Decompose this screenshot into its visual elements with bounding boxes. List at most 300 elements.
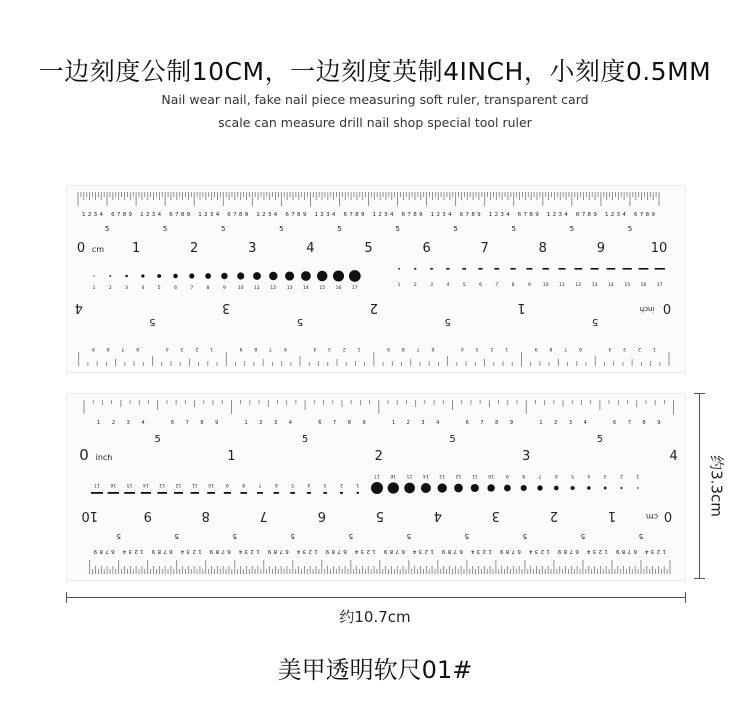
inch-number-1: 1 — [517, 300, 526, 315]
mm-digit: 8 — [621, 548, 626, 554]
dash-size-label: 17 — [94, 482, 100, 487]
half-cm-mark: 5 — [174, 532, 179, 540]
tenth-digit: 2 — [259, 420, 263, 426]
mm-digit: 1 — [430, 212, 435, 218]
dash-gauge — [357, 492, 359, 494]
mm-digit: 3 — [151, 212, 156, 218]
dot-size-label: 6 — [554, 473, 558, 478]
dash-size-label: 15 — [624, 283, 631, 288]
mm-digit: 1 — [314, 212, 318, 218]
mm-digit: 2 — [482, 548, 487, 554]
tenth-digit: 6 — [613, 420, 617, 426]
mm-digit: 8 — [297, 212, 301, 218]
dot-gauge — [504, 485, 511, 492]
dot-size-label: 5 — [157, 286, 161, 291]
mm-digit: 1 — [256, 212, 260, 218]
tenth-digit: 3 — [328, 346, 332, 351]
half-cm-mark: 5 — [627, 225, 633, 233]
dash-gauge — [274, 492, 279, 494]
mm-digit: 6 — [111, 212, 115, 218]
cm-number-9: 9 — [596, 241, 606, 256]
cm-number-6: 6 — [422, 241, 431, 256]
half-cm-mark: 5 — [406, 532, 412, 540]
mm-digit: 1 — [372, 212, 377, 218]
mm-digit: 3 — [326, 212, 330, 218]
cm-number-7: 7 — [480, 241, 489, 256]
dash-size-label: 3 — [323, 482, 327, 487]
half-inch-mark: 5 — [596, 434, 604, 445]
dot-size-label: 4 — [587, 473, 591, 478]
dot-size-label: 4 — [141, 286, 145, 291]
dot-gauge — [388, 482, 399, 493]
mm-digit: 4 — [506, 212, 510, 218]
mm-digit: 2 — [656, 548, 661, 554]
dot-gauge — [173, 274, 178, 279]
dot-size-label: 17 — [374, 473, 380, 478]
dash-gauge — [414, 268, 416, 270]
tenth-digit: 8 — [642, 420, 646, 426]
half-cm-mark: 5 — [348, 532, 354, 540]
mm-digit: 6 — [285, 548, 289, 554]
dash-size-label: 4 — [446, 283, 450, 288]
mm-digit: 4 — [389, 212, 394, 218]
inch-zero-label: 0 — [79, 446, 89, 464]
tenth-digit: 3 — [274, 420, 278, 426]
tenth-digit: 8 — [106, 346, 110, 351]
dot-size-label: 12 — [270, 286, 277, 291]
mm-digit: 9 — [419, 212, 423, 218]
mm-digit: 9 — [325, 548, 330, 554]
mm-digit: 4 — [645, 548, 649, 554]
mm-digit: 6 — [459, 548, 463, 554]
dash-size-label: 5 — [291, 482, 295, 487]
dot-size-label: 1 — [92, 286, 96, 291]
mm-digit: 3 — [534, 548, 539, 554]
dot-size-label: 8 — [522, 473, 526, 478]
half-cm-mark: 5 — [638, 532, 644, 540]
mm-digit: 4 — [412, 548, 417, 554]
mm-digit: 6 — [401, 548, 405, 554]
tenth-digit: 4 — [141, 420, 145, 426]
mm-digit: 7 — [163, 548, 167, 554]
mm-digit: 6 — [343, 212, 348, 218]
mm-digit: 2 — [87, 212, 92, 218]
tenth-digit: 1 — [97, 420, 101, 426]
dot-gauge — [587, 486, 590, 489]
dash-size-label: 11 — [559, 283, 565, 288]
mm-digit: 8 — [180, 212, 185, 218]
dot-gauge — [141, 274, 144, 277]
mm-digit: 4 — [354, 548, 359, 554]
mm-digit: 2 — [378, 212, 382, 218]
mm-digit: 1 — [314, 548, 318, 554]
inch-number-4: 4 — [669, 449, 678, 464]
mm-digit: 7 — [569, 548, 574, 554]
dash-size-label: 1 — [356, 482, 360, 487]
dash-gauge — [623, 268, 632, 270]
mm-digit: 6 — [459, 212, 464, 218]
cm-number-10: 10 — [650, 241, 668, 256]
mm-digit: 3 — [186, 548, 191, 554]
dash-size-label: 9 — [225, 482, 229, 487]
dot-size-label: 1 — [636, 473, 640, 478]
dash-gauge — [224, 492, 231, 494]
dot-gauge — [637, 487, 638, 488]
dash-size-label: 5 — [462, 283, 466, 288]
dash-gauge — [240, 492, 247, 494]
tenth-digit: 3 — [623, 346, 627, 351]
dash-gauge — [478, 268, 482, 270]
mm-digit: 7 — [105, 548, 109, 554]
mm-digit: 9 — [557, 548, 562, 554]
tenth-digit: 2 — [406, 420, 410, 426]
mm-digit: 6 — [343, 548, 347, 554]
tenth-digit: 3 — [180, 346, 184, 351]
dot-gauge — [438, 483, 447, 492]
cm-number-9: 9 — [143, 508, 152, 523]
mm-digit: 8 — [122, 212, 127, 218]
mm-digit: 8 — [529, 212, 533, 218]
mm-digit: 2 — [540, 548, 545, 554]
dot-gauge — [317, 271, 327, 281]
dot-gauge — [189, 273, 194, 278]
mm-digit: 1 — [430, 548, 434, 554]
mm-digit: 3 — [267, 212, 272, 218]
mm-digit: 4 — [122, 548, 127, 554]
dot-size-label: 16 — [335, 286, 342, 291]
dash-gauge — [191, 492, 199, 494]
mm-digit: 2 — [204, 212, 208, 218]
dash-gauge — [398, 268, 400, 270]
tenth-digit: 2 — [111, 420, 116, 426]
mm-digit: 1 — [546, 548, 550, 554]
tenth-digit: 9 — [534, 346, 538, 351]
mm-digit: 8 — [471, 212, 475, 218]
mm-digit: 3 — [476, 548, 481, 554]
mm-digit: 1 — [198, 212, 202, 218]
mm-digit: 2 — [366, 548, 370, 554]
cm-number-6: 6 — [317, 508, 326, 523]
mm-digit: 7 — [395, 548, 400, 554]
dot-size-label: 8 — [206, 286, 210, 291]
mm-digit: 1 — [140, 548, 144, 554]
tenth-digit: 8 — [495, 420, 499, 426]
dot-size-label: 3 — [125, 286, 129, 291]
dash-gauge — [559, 268, 566, 270]
mm-digit: 6 — [575, 212, 580, 218]
mm-digit: 3 — [360, 548, 365, 554]
dash-gauge — [575, 268, 583, 270]
mm-digit: 7 — [511, 548, 516, 554]
mm-digit: 4 — [331, 212, 336, 218]
height-label: 约3.3cm — [707, 455, 726, 517]
half-cm-mark: 5 — [221, 225, 226, 233]
subtitle-line-1: Nail wear nail, fake nail piece measuring soft ruler, transparent card — [161, 92, 589, 107]
mm-digit: 7 — [116, 212, 121, 218]
tenth-digit: 8 — [200, 420, 204, 426]
mm-digit: 7 — [175, 212, 179, 218]
mm-digit: 4 — [157, 212, 162, 218]
cm-number-7: 7 — [259, 508, 268, 523]
mm-digit: 2 — [320, 212, 324, 218]
mm-digit: 3 — [442, 212, 446, 218]
mm-digit: 4 — [448, 212, 452, 218]
dot-size-label: 10 — [488, 473, 494, 478]
mm-digit: 6 — [285, 212, 289, 218]
cm-zero-label: 0 — [76, 241, 86, 256]
tenth-digit: 4 — [608, 346, 612, 351]
page-title: 一边刻度公制10CM，一边刻度英制4INCH，小刻度0.5MM — [38, 57, 712, 86]
dot-gauge — [404, 483, 415, 494]
dash-gauge — [257, 492, 263, 494]
ruler-top-graphic — [67, 186, 685, 372]
dot-gauge — [93, 275, 94, 276]
half-cm-mark: 5 — [290, 532, 296, 540]
mm-digit: 9 — [151, 548, 156, 554]
mm-digit: 9 — [477, 212, 481, 218]
cm-number-3: 3 — [491, 508, 501, 523]
dash-gauge — [157, 492, 167, 494]
tenth-digit: 9 — [239, 346, 243, 351]
mm-digit: 7 — [523, 212, 528, 218]
mm-digit: 7 — [349, 212, 353, 218]
cm-tick-group — [78, 192, 659, 206]
dot-size-label: 12 — [455, 473, 462, 478]
half-inch-mark: 5 — [301, 434, 309, 445]
tenth-digit: 7 — [121, 346, 125, 351]
inch-number-1: 1 — [227, 449, 236, 464]
tenth-digit: 1 — [505, 346, 509, 351]
mm-digit: 4 — [587, 548, 591, 554]
mm-digit: 3 — [616, 212, 621, 218]
half-inch-mark: 5 — [149, 316, 156, 327]
tenth-digit: 9 — [509, 420, 514, 426]
mm-digit: 3 — [592, 548, 597, 554]
dash-gauge — [174, 492, 183, 494]
mm-digit: 6 — [575, 548, 579, 554]
mm-digit: 9 — [93, 548, 98, 554]
dot-size-label: 5 — [571, 473, 575, 478]
mm-digit: 7 — [581, 212, 586, 218]
mm-digit: 9 — [593, 212, 597, 218]
dot-gauge — [109, 275, 111, 277]
dot-gauge — [487, 484, 494, 491]
dash-size-label: 17 — [656, 283, 663, 288]
dash-gauge — [462, 268, 466, 270]
tenth-digit: 2 — [554, 420, 558, 426]
mm-digit: 2 — [424, 548, 429, 554]
tenth-digit: 1 — [652, 346, 656, 351]
width-dimension-line — [66, 597, 686, 598]
mm-digit: 4 — [273, 212, 278, 218]
dash-size-label: 12 — [575, 283, 582, 288]
mm-digit: 1 — [662, 548, 666, 554]
mm-digit: 9 — [651, 212, 655, 218]
mm-digit: 2 — [494, 212, 499, 218]
half-cm-mark: 5 — [104, 225, 110, 233]
half-cm-mark: 5 — [116, 532, 121, 540]
tenth-digit: 8 — [347, 420, 351, 426]
tenth-digit: 3 — [568, 420, 573, 426]
tenth-digit: 4 — [583, 420, 587, 426]
dash-gauge — [446, 268, 449, 270]
mm-digit: 3 — [209, 212, 214, 218]
mm-digit: 4 — [238, 548, 243, 554]
tenth-digit: 7 — [564, 346, 568, 351]
tenth-digit: 8 — [549, 346, 553, 351]
dash-gauge — [307, 492, 311, 494]
dash-size-label: 11 — [191, 482, 198, 487]
dot-gauge — [521, 485, 527, 491]
cm-number-8: 8 — [538, 241, 547, 256]
mm-digit: 2 — [145, 212, 150, 218]
dash-size-label: 2 — [340, 482, 343, 487]
ruler-bottom — [66, 393, 686, 581]
mm-digit: 2 — [192, 548, 196, 554]
mm-digit: 2 — [552, 212, 557, 218]
mm-digit: 9 — [499, 548, 504, 554]
half-inch-mark: 5 — [154, 434, 161, 445]
mm-digit: 6 — [517, 212, 522, 218]
dash-size-label: 16 — [640, 283, 647, 288]
half-inch-mark: 5 — [296, 316, 304, 327]
mm-digit: 7 — [337, 548, 341, 554]
dot-size-label: 7 — [538, 473, 542, 478]
tenth-digit: 9 — [657, 420, 661, 426]
tenth-digit: 7 — [332, 420, 337, 426]
mm-digit: 4 — [296, 548, 301, 554]
dash-gauge — [207, 492, 215, 494]
height-dimension-line — [699, 393, 700, 579]
dash-gauge — [141, 492, 151, 494]
dash-gauge — [290, 492, 295, 494]
mm-digit: 8 — [238, 212, 243, 218]
mm-digit: 9 — [535, 212, 539, 218]
mm-digit: 8 — [355, 212, 359, 218]
mm-digit: 8 — [215, 548, 220, 554]
tenth-digit: 2 — [342, 346, 346, 351]
inch-unit-label: inch — [639, 305, 655, 313]
cm-number-3: 3 — [248, 241, 257, 256]
mm-digit: 4 — [470, 548, 475, 554]
mm-digit: 8 — [645, 212, 650, 218]
dash-size-label: 4 — [307, 482, 311, 487]
mm-digit: 3 — [128, 548, 133, 554]
product-name: 美甲透明软尺01# — [277, 656, 473, 684]
tenth-digit: 1 — [244, 420, 248, 426]
tenth-digit: 4 — [460, 346, 464, 351]
dash-gauge — [108, 492, 119, 494]
dash-gauge — [655, 268, 665, 270]
mm-digit: 3 — [302, 548, 307, 554]
mm-digit: 7 — [639, 212, 644, 218]
half-cm-mark: 5 — [511, 225, 516, 233]
mm-digit: 4 — [564, 212, 568, 218]
dash-size-label: 2 — [413, 283, 417, 288]
mm-digit: 9 — [209, 548, 214, 554]
mm-digit: 7 — [453, 548, 458, 554]
tenth-digit: 9 — [387, 346, 391, 351]
tenth-digit: 7 — [269, 346, 272, 351]
mm-digit: 7 — [291, 212, 295, 218]
dash-size-label: 12 — [175, 482, 182, 487]
mm-digit: 4 — [622, 212, 626, 218]
dash-size-label: 7 — [258, 482, 262, 487]
mm-digit: 6 — [227, 212, 231, 218]
half-cm-mark: 5 — [569, 225, 575, 233]
tenth-digit: 7 — [185, 420, 189, 426]
dot-size-label: 7 — [190, 286, 194, 291]
half-cm-mark: 5 — [580, 532, 586, 540]
mm-digit: 1 — [604, 212, 609, 218]
mm-digit: 1 — [256, 548, 260, 554]
dot-size-label: 14 — [303, 286, 309, 291]
mm-digit: 2 — [436, 212, 440, 218]
dash-size-label: 13 — [591, 283, 598, 288]
dot-size-label: 13 — [286, 286, 293, 291]
dot-gauge — [285, 271, 294, 280]
dot-gauge — [125, 275, 128, 278]
cm-unit-label: cm — [645, 512, 659, 521]
tenth-digit: 6 — [136, 346, 140, 351]
dash-size-label: 14 — [608, 283, 614, 288]
dot-size-label: 17 — [351, 286, 358, 291]
mm-digit: 1 — [546, 212, 551, 218]
mm-digit: 3 — [418, 548, 423, 554]
dot-size-label: 11 — [471, 473, 478, 478]
tenth-digit: 4 — [313, 346, 317, 351]
cm-number-1: 1 — [131, 241, 141, 256]
mm-digit: 8 — [563, 548, 568, 554]
dash-size-label: 9 — [527, 283, 531, 288]
mm-digit: 1 — [140, 212, 144, 218]
mm-digit: 9 — [186, 212, 191, 218]
ruler-bottom-graphic — [67, 394, 685, 580]
dot-gauge — [371, 482, 383, 494]
mm-digit: 6 — [633, 548, 637, 554]
dash-gauge — [91, 492, 103, 494]
mm-digit: 6 — [227, 548, 231, 554]
mm-digit: 7 — [627, 548, 632, 554]
dash-gauge — [542, 268, 548, 270]
inch-number-2: 2 — [369, 300, 378, 315]
tenth-digit: 4 — [436, 420, 440, 426]
dot-gauge — [301, 271, 311, 281]
dash-size-label: 8 — [242, 482, 246, 487]
cm-number-1: 1 — [607, 508, 617, 523]
tenth-digit: 2 — [638, 346, 641, 351]
tenth-digit: 6 — [431, 346, 435, 351]
mm-digit: 3 — [384, 212, 388, 218]
dot-size-label: 9 — [505, 473, 509, 478]
dot-size-label: 11 — [254, 286, 260, 291]
tenth-digit: 7 — [480, 420, 484, 426]
tenth-digit: 6 — [170, 420, 175, 426]
dash-size-label: 13 — [159, 482, 166, 487]
mm-digit: 6 — [517, 548, 521, 554]
mm-digit: 1 — [604, 548, 608, 554]
mm-digit: 6 — [169, 548, 173, 554]
mm-digit: 1 — [372, 548, 376, 554]
tenth-digit: 1 — [210, 346, 213, 351]
dot-gauge — [349, 270, 361, 282]
dot-size-label: 16 — [390, 473, 397, 478]
mm-digit: 8 — [389, 548, 394, 554]
half-cm-mark: 5 — [453, 225, 458, 233]
mm-digit: 4 — [215, 212, 220, 218]
inch-tick-group — [84, 400, 674, 414]
mm-digit: 2 — [134, 548, 138, 554]
